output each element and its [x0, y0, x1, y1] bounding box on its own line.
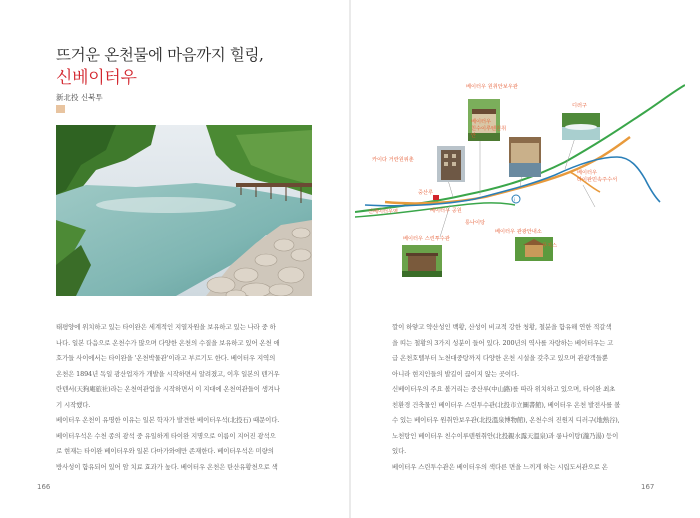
hotspring-thumbnail — [509, 137, 541, 177]
title-accent-bar — [56, 105, 65, 113]
page-headline: 뜨거운 온천물에 마음까지 힐링, — [56, 46, 264, 64]
paragraph-line: 베이터우 스린투수관은 베이터우의 색다른 면을 느끼게 하는 시립도서관으로 온 — [392, 462, 608, 471]
paragraph-line: 노천탕인 베이터우 친수이루텐원취안(北投親水露天溫泉)과 룽나이탕(瀧乃湯) 등이 — [392, 431, 619, 440]
map-label-rocks: 베이터우 타이완민속주수서 — [577, 170, 618, 183]
paragraph-line: 아니라 현지인들의 발길이 끊이지 않는 곳이다. — [392, 369, 519, 378]
map-label-park: 베이터우 공원 — [430, 208, 462, 214]
map-label-longnaitang: 룽나이탕 — [465, 220, 486, 226]
map-label-dirgu: 디러구 — [572, 103, 588, 109]
paragraph-line: 신베이터우의 주요 볼거리는 중산루(中山路)를 따라 위치하고 있으며, 타이완 최초 — [392, 385, 616, 393]
page-number-left: 166 — [37, 483, 51, 491]
paragraph-line: 수 있는 베이터우 원취안보우관(北投溫泉博物館), 온천수의 진원지 디러구(地熱谷), — [392, 416, 620, 424]
kaida-thumbnail — [437, 146, 465, 182]
paragraph-line: 호가들 사이에서는 타이완을 '온천박물관'이라고 부르기도 한다. 베이터우 지역의 — [56, 354, 276, 362]
paragraph-line: 나다. 일본 다음으로 온천수가 많으며 다양한 온천의 수질을 보유하고 있어 온천 애 — [56, 338, 280, 347]
map-label-zhongshan: 중산루 — [418, 190, 434, 196]
paragraph-line: 을 띠는 철황의 3가지 성분이 들어 있다. 200년의 역사를 자랑하는 베이터우는 고 — [392, 338, 614, 347]
paragraph-line: 방사성이 함유되어 있어 암 치료 효과가 높다. 베이터우 온천은 탄산유황천으로 색 — [56, 462, 278, 471]
body-text-left — [56, 320, 326, 475]
map-label-hotspring: 베이터우 친수이루텐원취안 — [471, 119, 507, 139]
area-map — [355, 77, 685, 292]
paragraph-line: 있다. — [392, 447, 407, 455]
page-title: 신베이터우 — [56, 68, 137, 88]
hot-spring-photo — [56, 125, 312, 296]
map-label-library: 베이터우 스린투수관 — [403, 236, 450, 242]
paragraph-line: 급 온천호텔부터 노천대중탕까지 다양한 온천 시설을 갖추고 있으며 관광객들뿐 — [392, 354, 608, 362]
dirgu-thumbnail — [562, 113, 600, 140]
body-text-right — [392, 320, 662, 475]
paragraph-line: 기 시작했다. — [56, 400, 91, 409]
paragraph-line: 란텐서(天狗庵旅社)라는 온천여관업을 시작하면서 이 지대에 온천여관들이 생겨나 — [56, 385, 280, 393]
map-label-pucha: 푸지스 — [542, 243, 558, 249]
library-thumbnail — [402, 245, 442, 277]
page-number-right: 167 — [641, 483, 655, 491]
byline: 新北投 신북투 — [56, 93, 103, 102]
paragraph-line: 베이터우석은 수천 종의 광석 중 유일하게 타이완 지명으로 이름이 지어진 광석으 — [56, 431, 276, 440]
page-gutter — [349, 0, 351, 518]
paragraph-line: 태평양에 위치하고 있는 타이완은 세계적인 지열자원을 보유하고 있는 나라 중 하 — [56, 323, 276, 331]
map-label-center: 베이터우 관광안내소 — [495, 229, 542, 235]
svg-text:i: i — [513, 197, 515, 204]
map-label-kaida: 카이다 거란원위춘 — [372, 157, 414, 163]
paragraph-line: 로 현재는 타이완 베이터우와 일본 다마가와에만 존재한다. 베이터우석은 미량의 — [56, 447, 274, 455]
map-label-station: 신베이터우역 — [368, 209, 399, 215]
paragraph-line: 친환경 건축물인 베이터우 스린투수관(北投市立圖書館), 베이터우 온천 발전사를 볼 — [392, 400, 621, 409]
paragraph-line: 베이터우 온천이 유명한 이유는 일본 학자가 발견한 베이터우석(北投石) 때문이다. — [56, 416, 280, 424]
paragraph-line: 온천은 1894년 독일 광산업자가 개발을 시작하면서 알려졌고, 이후 일본의 텐거우 — [56, 369, 280, 378]
center-thumbnail — [515, 237, 553, 261]
map-label-museum: 베이터우 원취안보우관 — [466, 84, 518, 90]
paragraph-line: 깔이 하얗고 약산성인 백황, 산성이 비교적 강한 청황, 철분을 함유해 연한 적갈색 — [392, 323, 612, 331]
